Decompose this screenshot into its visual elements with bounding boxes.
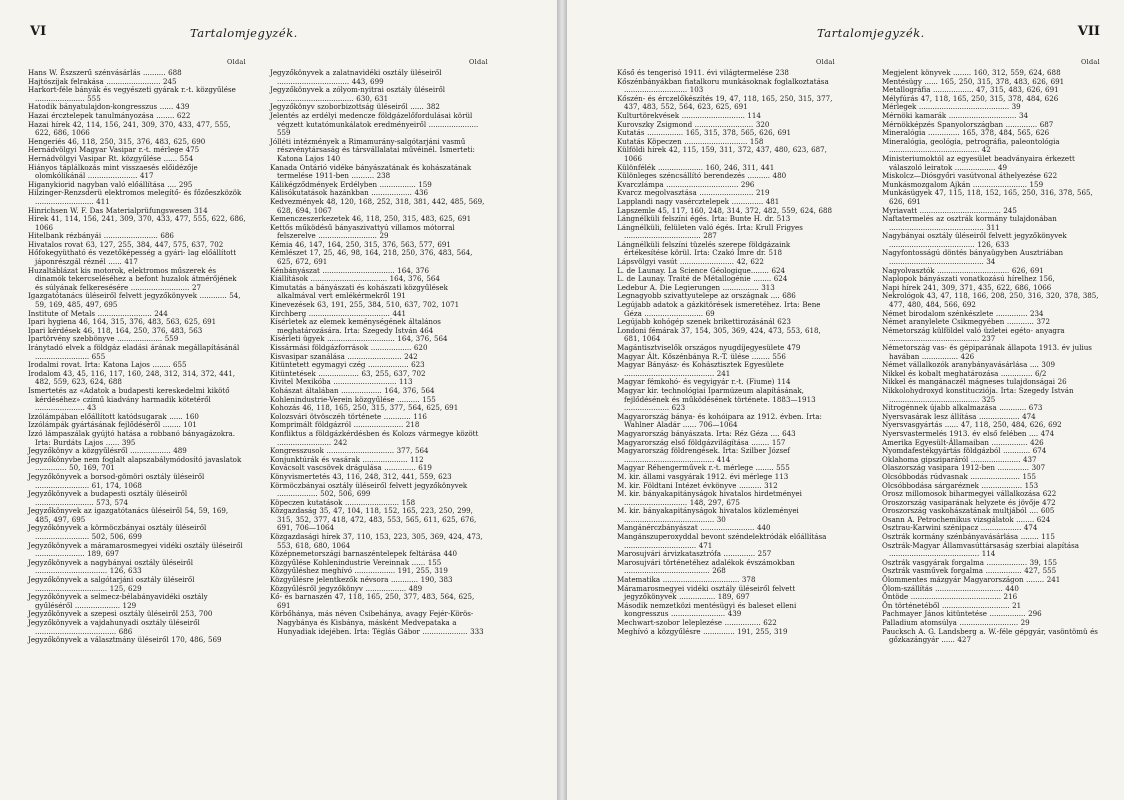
index-entry: Nekrológok 43, 47, 118, 166, 208, 250, 316, 320, 378, 385, 477, 480, 484, 566, 692 bbox=[882, 291, 1099, 310]
index-entry: Hilzinger-Renzsderü elektromos melegítő- és főzőeszközök .......................... 411 bbox=[28, 188, 242, 206]
index-entry: Kő- és barnaszén 47, 118, 165, 250, 377, 483, 564, 625, 691 bbox=[270, 592, 475, 610]
page-number: VI bbox=[30, 24, 47, 39]
index-entry: Kanada Ontárió vidéke bányászatának és kohászatának termelése 1911-ben .......... 238 bbox=[270, 162, 472, 181]
index-entry: Jegyzőkönyv szoborbizottság üléseiről ...... 382 bbox=[270, 102, 440, 112]
index-entry: Jegyzőkönyvek a máramarosmegyei vidéki osztály üléseiről ...................... 189, 697 bbox=[28, 540, 243, 559]
index-entries bbox=[270, 69, 488, 636]
index-entry: Jólléti intézmények a Rimamurány-salgótarjáni vasmű részvénytársaság és társvállalatai művéinél. Ismerteti: Katona Lajos 140 bbox=[270, 136, 475, 163]
index-entry: Hitelbank rézbányái ........................ 686 bbox=[28, 231, 174, 241]
index-entry: Amerika Egyesült-Államaiban ................ 426 bbox=[882, 437, 1044, 447]
index-entry: Hazai érczteleрek tanulmányozása ........ 622 bbox=[28, 110, 191, 120]
index-entry: Matematika .................................. 378 bbox=[617, 575, 756, 585]
index-entry: Legújabb adatok a gázkitörések ismeretéhez. Irta: Bene Géza .......................... 69 bbox=[617, 300, 821, 318]
index-entry: Ipari kérdések 46, 118, 164, 250, 376, 483, 563 bbox=[28, 325, 203, 335]
index-entry: Magyar Ált. Kőszénbánya R.-T. ülése ........ 556 bbox=[617, 351, 786, 361]
index-entry: M. kir. Földtani Intézet évkönyve .......... 312 bbox=[617, 480, 778, 490]
index-column bbox=[28, 58, 246, 645]
index-entry: Magyarország bánya- és kohóipara az 1912. évben. Irta: Wahlner Aladár ...... 706—1064 bbox=[617, 411, 822, 430]
index-column bbox=[270, 58, 488, 636]
index-entry: Munkásmozgalom Ajkán ........................ 159 bbox=[882, 179, 1044, 189]
index-entry: Magyar fémkohó- és vegyigyár r.-t. (Fiume) 114 bbox=[617, 377, 791, 387]
index-entry: Német birodalom szénkészlete .............. 234 bbox=[882, 308, 1044, 318]
index-entry: Magyar Bányász- és Kohásztisztek Egyesülete ........................................ 241 bbox=[617, 360, 784, 378]
index-entry: Napi hírek 241, 309, 371, 435, 622, 686, 1066 bbox=[882, 282, 1052, 292]
index-entries bbox=[882, 69, 1100, 645]
index-entry: Ministeriumoktól az egyesület beadványaira érkezett válaszoló leiratok .................. 49 bbox=[882, 153, 1075, 172]
index-entry: Jegyzőkönyvek a vajdahunyadi osztály üléseiről .................................... 686 bbox=[28, 618, 200, 636]
index-entry: Körbőhánya, más néven Csibehánya, avagy Fejér-Körös-Nagybánya és Kisbánya, másként Medvepataka a Hunyadiak idejében. Irta: Téglás Gábor .................... 333 bbox=[270, 609, 484, 636]
index-entry: Második nemzetközi mentésügyi és baleset elleni kongresszus ........................ 439 bbox=[617, 600, 797, 619]
index-entry: Kvarczlámpa ................................ 296 bbox=[617, 179, 755, 189]
index-entry: Meghívó a közgyűlésre .............. 191, 255, 319 bbox=[617, 626, 788, 636]
index-entry: Ismertetés az «Adatok a budapesti kereskedelmi kikötő kérdéséhez» czímű kiadvány harmadik kötetéről ...................... 43 bbox=[28, 385, 230, 413]
index-entry: Mechwart-szobor leleplezése ................ 622 bbox=[617, 618, 777, 627]
index-entry: Kemenczeszerkezetek 46, 118, 250, 315, 483, 625, 691 bbox=[270, 214, 472, 224]
index-entry: Lángnélküli felszíni tüzelés szerepe földgázaink értékesítése körül. Irta: Czakó Imre dr. 518 bbox=[617, 239, 791, 258]
index-entry: Kimutatás a bányászati és kohászati közgyűlések alkalmával vert emlékérmekről 191 bbox=[270, 282, 448, 301]
index-entry: Németország vas- és gépiparának állapota 1913. év julius havában ................ 426 bbox=[882, 343, 1092, 361]
index-entry: Kémlészet 17, 25, 46, 98, 164, 218, 250, 376, 483, 564, 625, 672, 691 bbox=[270, 248, 473, 267]
index-entry: Metallográfia .................. 47, 315, 483, 626, 691 bbox=[882, 85, 1059, 95]
index-entry: Magyar Réhengerművek r.-t. mérlege ........ 555 bbox=[617, 463, 790, 473]
index-entry: Kémia 46, 147, 164, 250, 315, 376, 563, 577, 691 bbox=[270, 239, 451, 249]
index-entry: Mangánérczbányászat ........................ 440 bbox=[617, 523, 771, 533]
index-entry: Kálikégződmények Erdélyben ................ 159 bbox=[270, 179, 432, 189]
index-entry: Kénbányászat ................................ 164, 376 bbox=[270, 265, 430, 275]
index-entry: M. kir. bányakapitányságok hivatalos közleményei ........................................ 30 bbox=[617, 506, 799, 524]
running-head: Tartalomjegyzék. bbox=[190, 26, 298, 40]
index-entry: Jegyzőkönyvek a választmány üléseiről 170, 486, 569 bbox=[28, 635, 222, 645]
index-entry: Nagyfontosságú döntés bányaügyben Ausztriában .......................................... 34 bbox=[882, 248, 1064, 267]
page-column-header: Oldal bbox=[1080, 58, 1100, 66]
index-entry: Kohozás 46, 118, 165, 250, 315, 377, 564, 625, 691 bbox=[270, 403, 459, 413]
index-entry: Kiállítások .................................. 164, 376, 564 bbox=[270, 274, 440, 284]
index-entry: Nikkolohydroxyd konstitucziója. Irta: Szegedy István ........................................ 325 bbox=[882, 385, 1074, 404]
index-entry: Izzólámpában előállított katódsugarak ...... 160 bbox=[28, 411, 199, 421]
index-entry: Komprimált földgázról ...................... 218 bbox=[270, 420, 420, 430]
index-entry: Osztrák kormány szénbányavásárlása ........ 115 bbox=[882, 532, 1055, 542]
index-entry: Jegyzőkönyvek a nagybányai osztály üléseiről ................................ 126, 633 bbox=[28, 557, 193, 576]
index-entry: Mentésügy ...... 165, 250, 315, 378, 483, 626, 691 bbox=[882, 76, 1065, 86]
index-entry: L. de Launay. La Science Géologique........ 624 bbox=[617, 265, 786, 275]
index-entry: Kísérletek az elemek keménységének általános meghatározására. Irta: Szegedy István 464 bbox=[270, 317, 441, 335]
index-entry: Ölom-szállítás .............................. 440 bbox=[882, 583, 1019, 593]
index-entry: Hajtószíjak felrakása ........................ 245 bbox=[28, 76, 177, 86]
index-entry: Kisvasipar szanálása ........................ 242 bbox=[270, 351, 418, 361]
index-entry: Oklahoma gipsziparáról ...................... 437 bbox=[882, 454, 1037, 464]
index-entry: Olcsóbbodás rúdvasnak ...................... 155 bbox=[882, 471, 1037, 481]
index-entry: Közgazdaság 35, 47, 104, 118, 152, 165, 223, 250, 299, 315, 352, 377, 418, 472, 483, 553, 565, 611, 625, 676, 691, 706—1064 bbox=[270, 506, 477, 533]
index-entry: Kongresszusok .............................. 377, 564 bbox=[270, 446, 429, 456]
index-entry: Német vállalkozók aranybányavásárlása .... 309 bbox=[882, 360, 1055, 370]
index-entry: Mérnöki kamarák .............................. 34 bbox=[882, 110, 1028, 120]
index-entry: Oroszország vaskohászatának multjából .... 605 bbox=[882, 506, 1055, 516]
index-column bbox=[617, 58, 835, 636]
index-entry: Körmöczbányai osztály üléseiről felvett jegyzőkönyvek .................. 502, 506, 699 bbox=[270, 480, 468, 499]
index-entry: Legnagyobb szivattyutelepe az országnak .... 686 bbox=[617, 291, 796, 301]
index-entry: Olcsóbbodása sárgaréznek .................. 153 bbox=[882, 480, 1039, 490]
index-entry: Ipari hygiena 46, 164, 315, 376, 483, 563, 625, 691 bbox=[28, 317, 217, 327]
index-entry: Izzólámpák gyártásának fejlődéséről ........ 101 bbox=[28, 420, 197, 430]
index-entry: Nyersvasgyártás ...... 47, 118, 250, 484, 626, 692 bbox=[882, 420, 1062, 430]
index-entry: Jegyzőkönyvek az igazgatótanács üléseiről 54, 59, 169, 485, 497, 695 bbox=[28, 506, 229, 524]
index-entry: Jegyzőkönyvek a szepesi osztály üléseiről 253, 700 bbox=[28, 609, 213, 619]
index-entry: Középnemetországi barnaszéntelepek feltárása 440 bbox=[270, 549, 457, 559]
index-entry: Öntöde ........................................ 216 bbox=[882, 592, 1018, 602]
index-entries bbox=[617, 69, 835, 636]
index-entry: Pachmayer János kitüntetése ................ 296 bbox=[882, 609, 1042, 619]
index-entry: Hernádvölgyi Magyar Vasipar r.-t. mérlege 475 bbox=[28, 145, 200, 155]
index-entry: Munkásügyek 47, 115, 118, 152, 165, 250, 316, 378, 565, 626, 691 bbox=[882, 188, 1093, 206]
book-gutter bbox=[557, 0, 567, 800]
index-entry: Oroszország vasiparának helyzete és jövője 472 bbox=[882, 497, 1056, 507]
index-entry: Igazgatótanács üléseiről felvett jegyzőkönyvek ............ 54, 59, 169, 485, 497, 695 bbox=[28, 291, 241, 310]
index-entry: Legújabb kohógép szenek brikettirozásánál 623 bbox=[617, 317, 791, 327]
index-entry: Jegyzőkönyv a közgyűlésről .................. 489 bbox=[28, 446, 187, 456]
index-entry: L. de Launay. Traité de Métallogénie ........ 624 bbox=[617, 274, 788, 284]
index-entry: Kivitel Mexikóba ............................ 113 bbox=[270, 377, 413, 387]
index-entry: Jegyzőkönyvek a budapesti osztály üléseiről .......................... 573, 574 bbox=[28, 489, 188, 507]
index-entry: Közgyűlésről jegyzőkönyv .................. 489 bbox=[270, 583, 423, 593]
index-entry: Kurovszky Zsigmond .......................... 320 bbox=[617, 119, 770, 129]
index-entry: Kulturtörekvések ............................ 114 bbox=[617, 110, 761, 120]
index-entry: Nyersvastermelés 1913. év első felében .... 474 bbox=[882, 428, 1055, 438]
index-entry: Mérlegek ........................................ 39 bbox=[882, 102, 1021, 112]
index-entry: Ön történetéből .............................. 21 bbox=[882, 600, 1022, 610]
index-entry: Hírek 41, 114, 156, 241, 309, 370, 433, 477, 555, 622, 686, 1066 bbox=[28, 214, 246, 232]
index-entry: Kinevezések 63, 191, 255, 384, 510, 637, 702, 1071 bbox=[270, 300, 460, 310]
page-column-header: Oldal bbox=[468, 58, 488, 66]
index-entry: Mineralógia .............. 165, 378, 484, 565, 626 bbox=[882, 128, 1050, 138]
index-entry: Osztrák vasgyárak forgalma .................. 39, 155 bbox=[882, 557, 1058, 567]
index-entry: Marosujvári történetéhez adalékok évszámokban ...................................... 268 bbox=[617, 557, 795, 576]
index-entry: Osztrák vasművek forgalma ................ 427, 555 bbox=[882, 566, 1057, 576]
index-entry: Kovácsolt vascsövek drágulása .............. 619 bbox=[270, 463, 432, 473]
index-entry: Osztrák-Magyar Államvasúttársaság szerbiai alapítása ........................................ 114 bbox=[882, 540, 1079, 559]
index-entry: Orosz millomosok biharmegyei vállalkozása 622 bbox=[882, 489, 1057, 499]
index-entry: Jegyzőkönyvbe nem foglalt alapszabálymódosító javaslatok .............. 50, 169, 701 bbox=[28, 454, 242, 473]
index-entry: Nikkel és kobalt meghatározása .............. 6/2 bbox=[882, 368, 1047, 378]
index-entry: Iránytadó elvek a földgáz eladási árának megállapításánál ........................ 655 bbox=[28, 343, 240, 361]
running-head: Tartalomjegyzék. bbox=[817, 26, 925, 40]
index-entry: Institute of Metals ........................ 244 bbox=[28, 308, 168, 318]
index-entry: Nagybányai osztály üléseiről felvett jegyzőkönyvek ...................................... 126, 633 bbox=[882, 231, 1067, 249]
index-entry: Higanykiorid nagyban való előállítása .... 295 bbox=[28, 179, 193, 189]
index-entry: Lápsvölgyi vasút ........................ 42, 622 bbox=[617, 257, 764, 267]
index-entry: Németország külföldel való üzletei egéto- anyagra ........................................ 237 bbox=[882, 325, 1065, 344]
index-entry: Osann A. Petrochemikus vizsgálatok ........ 624 bbox=[882, 514, 1051, 524]
index-entry: Kísérleti ügyek .............................. 164, 376, 564 bbox=[270, 334, 448, 344]
index-entry: Naftatermelés az osztrák kormány tulajdonában .......................................... 311 bbox=[882, 214, 1057, 232]
index-entry: Magántisztviselők országos nyugdíjegyesülete 479 bbox=[617, 343, 801, 352]
index-entry: Hans W. Észszerű szénvásárlás .......... 688 bbox=[28, 68, 182, 77]
page-number: VII bbox=[1077, 24, 1100, 39]
index-entry: Német aranylelete Csikmegyében ............ 372 bbox=[882, 317, 1051, 327]
index-entry: Ölommentes mázgyár Magyarországon ........ 241 bbox=[882, 575, 1061, 585]
index-entry: M. kir. állami vasgyárak 1912. évi mérlege 113 bbox=[617, 471, 789, 481]
index-entry: Harkort-féle bányák és vegyészeti gyárak r.-t. közgyűlése ...................... 555 bbox=[28, 85, 236, 103]
index-entry: Ledebur A. Die Legierungen ................ 313 bbox=[617, 282, 775, 292]
index-entry: Hivatalos rovat 63, 127, 255, 384, 447, 575, 637, 702 bbox=[28, 239, 224, 249]
page-column-header: Oldal bbox=[226, 58, 246, 66]
index-entry: Huzaltáblázat kis motorok, elektromos műszerek és dinamók tekercseléséhez a befont huzalok átmérőjének és súlyának felkeresésére .......................... 27 bbox=[28, 265, 237, 292]
index-entry: Kőszén- és érczelőkészítés 19, 47, 118, 165, 250, 315, 377, 437, 483, 552, 564, 623, 625, 691 bbox=[617, 93, 833, 112]
index-entry: M. kir. bányakapitányságok hivatalos hirdetményei ............................ 148, 297, 675 bbox=[617, 489, 802, 507]
index-entry: Kőső és tengerisó 1911. évi világtermelése 238 bbox=[617, 68, 789, 77]
index-entry: Kutatás Köpeczen ............................ 158 bbox=[617, 136, 764, 146]
index-entry: Közgyűlése Kohlenindustrie Vereinnak ...... 155 bbox=[270, 557, 442, 567]
index-entry: Londoni fémárak 37, 154, 305, 369, 424, 473, 553, 618, 681, 1064 bbox=[617, 325, 821, 344]
index-entry: Köpeczen kutatások ........................ 158 bbox=[270, 497, 416, 507]
index-entry: Mérnökképzés Spanyolországban .............. 687 bbox=[882, 119, 1054, 129]
index-entry: Magyarország első földgázvilágítása ........ 157 bbox=[617, 437, 786, 447]
index-entry: Nikkel és mangánaczél mágneses tulajdonságai 26 bbox=[882, 377, 1067, 387]
index-entry: Jegyzőkönyvek a salgótarjáni osztály üléseiről ................................ 125, 629 bbox=[28, 575, 195, 593]
index-entry: Közgyűlésre jelentkezők névsora ............ 190, 383 bbox=[270, 575, 453, 585]
index-entry: Myriavatt .................................... 245 bbox=[882, 205, 1017, 215]
index-column bbox=[882, 58, 1100, 645]
index-entry: Magyarország földrengések. Irta: Szilber József ........................................ 414 bbox=[617, 446, 790, 464]
index-entry: Hatodik bányatulajdon-kongresszus ...... 439 bbox=[28, 102, 190, 112]
index-entry: Magyarország bányászata. Irta: Réz Géza .... 643 bbox=[617, 428, 796, 438]
index-entry: Megjelent könyvek ........ 160, 312, 559, 624, 688 bbox=[882, 68, 1061, 77]
index-entry: Kettős működésű bányaszivattyú villamos mótorral felszerelve .......................... 29 bbox=[270, 222, 455, 241]
left-page bbox=[0, 0, 557, 800]
index-entry: Lapszemle 45, 117, 160, 248, 314, 372, 482, 559, 624, 688 bbox=[617, 205, 832, 215]
index-entry: Kutatás ................ 165, 315, 378, 565, 626, 691 bbox=[617, 128, 791, 138]
index-entry: Irodalmi rovat. Irta: Katona Lajos ........ 655 bbox=[28, 360, 187, 370]
index-entry: Nitrogénnek újabb alkalmazása ............ 673 bbox=[882, 403, 1043, 413]
index-entry: Osztrau-Karwini szénipacz .................. 474 bbox=[882, 523, 1038, 533]
index-entry: Marosujvári árvizkatasztrófa .............. 257 bbox=[617, 549, 772, 559]
index-entry: Kálisókutatások hazánkban .................. 436 bbox=[270, 188, 428, 198]
index-entry: Különleges széncsállító berendezés .......... 480 bbox=[617, 171, 787, 181]
index-entry: Kolozsvári ötvösczéh története ............ 116 bbox=[270, 411, 427, 421]
index-entry: Jelentés az erdélyi medencze földgázelőfordulásai körül végzett kutatómunkálatok eredményeiről ...................... 559 bbox=[270, 110, 479, 138]
index-entry: Hazai hírek 42, 114, 156, 241, 309, 370, 433, 477, 555, 622, 686, 1066 bbox=[28, 119, 231, 138]
right-page bbox=[567, 0, 1124, 800]
index-entry: Ipartörvény szebbönyve .................... 559 bbox=[28, 334, 179, 344]
index-entry: Jegyzőkönyvek a körmöczbányai osztály üléseiről ........................ 502, 506, 699 bbox=[28, 523, 207, 542]
index-entry: Jegyzőkönyvek a selmecz-bélabányavidéki osztály gyűléséről .................... 129 bbox=[28, 592, 208, 610]
index-entry: Közgazdasági hírek 37, 110, 153, 223, 305, 369, 424, 473, 553, 618, 680, 1064 bbox=[270, 532, 483, 550]
index-entry: Kissármási földgázforrások .................. 620 bbox=[270, 343, 428, 352]
index-entry: Hőfokegyütható és vezetőképesség a gyári- lag előállított jáponrészgál réznél ...... 417 bbox=[28, 248, 237, 267]
index-entry: Könyvismertetés 43, 116, 248, 312, 441, 559, 623 bbox=[270, 471, 452, 481]
index-entry: Jegyzőkönyvek a borsod-gömöri osztály üléseiről ........................ 61, 174, 1068 bbox=[28, 471, 205, 490]
index-entry: Magyar kir. technológiai Iparmúzeum alapításának, fejlődésének és működésének története. 1883—1913 .................... 623 bbox=[617, 385, 816, 413]
index-entry: Mangánszuperoxyddal bevont széndelektródák előállítása ................................ 471 bbox=[617, 532, 827, 550]
index-entry: Kőszénbányákban fiatalkoru munkásoknak foglalkoztatása ............................ 103 bbox=[617, 76, 829, 95]
index-entry: Kitüntetett egymagyi czég .................. 623 bbox=[270, 360, 425, 370]
index-entry: Kitüntetések .................. 63, 255, 637, 702 bbox=[270, 368, 426, 378]
index-entry: Hinrichsen W. F. Das Materialprüfungswesen 314 bbox=[28, 205, 208, 215]
index-entry: Kvarcz megolvasztása ........................ 219 bbox=[617, 188, 770, 198]
index-entry: Konjunktúrák és vasárak .................... 112 bbox=[270, 454, 424, 464]
index-entry: Közgyűléshez meghívó .................. 191, 255, 319 bbox=[270, 566, 448, 576]
index-entry: Mineralógia, geológia, petrográfia, paleontológia ........................................ 42 bbox=[882, 136, 1060, 155]
index-entry: Lapplandi nagy vasércztelepek .............. 481 bbox=[617, 196, 780, 206]
index-entry: Hengeriés 46, 118, 250, 315, 376, 483, 625, 690 bbox=[28, 136, 206, 146]
index-entry: Kedvezmények 48, 120, 168, 252, 318, 381, 442, 485, 569, 628, 694, 1067 bbox=[270, 196, 485, 215]
index-entry: Irodalom 43, 45, 116, 117, 160, 248, 312, 314, 372, 441, 482, 559, 623, 624, 688 bbox=[28, 368, 235, 387]
index-entry: Hernádvölgyi Vasipar Rt. közgyűlése ...... 554 bbox=[28, 153, 194, 163]
index-entry: Külföldi hírek 42, 115, 159, 311, 372, 437, 480, 623, 687, 1066 bbox=[617, 145, 827, 163]
index-entry: Miskolcz—Diósgyőri vasútvonal áthelyezése 622 bbox=[882, 171, 1058, 181]
index-entry: Paucksch A. G. Landsberg a. W.-féle gépgyár, vasöntömü és gőzkazángyár ...... 427 bbox=[882, 626, 1098, 645]
index-entry: Nyomdafestékgyártás földgázból ............ 674 bbox=[882, 446, 1047, 456]
index-entry: Kohászat általában .................. 164, 376, 564 bbox=[270, 385, 435, 395]
index-entry: Mélyfúrás 47, 118, 165, 250, 315, 378, 484, 626 bbox=[882, 93, 1059, 103]
index-entry: Izzó lámpaszálak gyújtó hatása a robbanó bányagázokra. Irta: Burdáts Lajos ...... 395 bbox=[28, 428, 236, 447]
index-entry: Hiányos táplálkozás mint visszaesés előidézője olomkólikánál ...................... 417 bbox=[28, 162, 198, 181]
index-entry: Jegyzőkönyvek a zalatnavidéki osztály üléseiről ................................ 443, 699 bbox=[270, 68, 442, 86]
index-entry: Konfliktus a földgázkérdésben és Kolozs vármegye között ........................ 242 bbox=[270, 428, 479, 447]
index-entry: Kirchberg .................................... 441 bbox=[270, 308, 406, 318]
index-entry: Lángnélküli, felületen való égés. Irta: Krull Frigyes .................................. 287 bbox=[617, 222, 803, 241]
index-entry: Kohlenindustrie-Verein közgyűlése .......... 155 bbox=[270, 394, 436, 404]
page-column-header: Oldal bbox=[815, 58, 835, 66]
index-entry: Nagyolvasztók ................................ 626, 691 bbox=[882, 265, 1044, 275]
index-entry: Lángnélküli felszíni égés. Irta: Bunte H. dr. 513 bbox=[617, 214, 791, 224]
index-entry: Olaszország vasipara 1912-ben .............. 307 bbox=[882, 463, 1046, 473]
index-entry: Nyersvasárak lesz állítása .................. 474 bbox=[882, 411, 1036, 421]
index-entry: Jegyzőkönyvek a zólyom-nyitrai osztály üléseiről .................................. 630, 631 bbox=[270, 85, 446, 103]
index-entry: Palladium atomsúlya .......................... 29 bbox=[882, 618, 1030, 627]
index-entry: Különfélék .................... 160, 246, 311, 441 bbox=[617, 162, 775, 172]
index-entry: Máramarosmegyei vidéki osztály üléseiről felvett jegyzőkönyvek ................ 189, 697 bbox=[617, 583, 796, 602]
index-entries bbox=[28, 69, 246, 645]
index-entry: Naplopok bányászati vonatkozású hírelhez 156, bbox=[882, 274, 1055, 284]
